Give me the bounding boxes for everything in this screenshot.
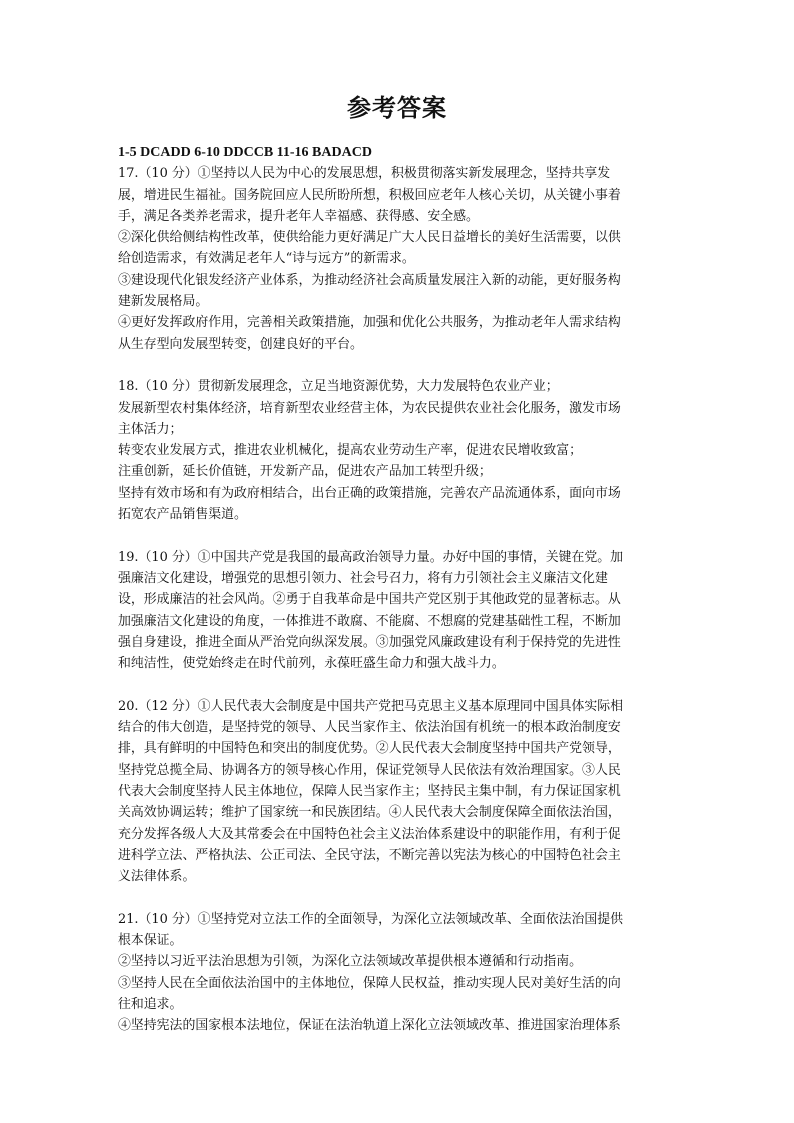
answer-17-line: 手，满足各类养老需求，提升老年人幸福感、获得感、安全感。	[118, 208, 479, 224]
answer-21	[118, 909, 678, 1037]
answer-17-line: ④更好发挥政府作用，完善相关政策措施，加强和优化公共服务，为推动老年人需求结构	[118, 315, 621, 331]
page-title: 参考答案	[347, 93, 447, 122]
answer-17-line: 17.（10 分）①坚持以人民为中心的发展思想，积极贯彻落实新发展理念，坚持共享发	[118, 166, 611, 182]
answer-18-line: 18.（10 分）贯彻新发展理念，立足当地资源优势，大力发展特色农业产业；	[118, 379, 559, 395]
answer-17-line: 建新发展格局。	[118, 294, 209, 310]
answer-21-line: 根本保证。	[118, 932, 183, 948]
answer-18	[118, 376, 678, 525]
answer-17-line: 从生存型向发展型转变，创建良好的平台。	[118, 336, 363, 352]
answer-20-line: 排，具有鲜明的中国特色和突出的制度优势。②人民代表大会制度坚持中国共产党领导，	[118, 741, 621, 757]
answer-19-line: 19.（10 分）①中国共产党是我国的最高政治领导力量。办好中国的事情，关键在党。加	[118, 549, 624, 565]
paragraph-gap	[118, 355, 678, 376]
answer-18-line: 转变农业发展方式，推进农业机械化，提高农业劳动生产率，促进农民增收致富；	[118, 443, 583, 459]
answer-20-line: 结合的伟大创造，是坚持党的领导、人民当家作主、依法治国有机统一的根本政治制度安	[118, 720, 621, 736]
answer-20-line: 坚持党总揽全局、协调各方的领导核心作用，保证党领导人民依法有效治理国家。③人民	[118, 762, 621, 778]
answer-18-line: 拓宽农产品销售渠道。	[118, 507, 247, 523]
answer-17-line: ③建设现代化银发经济产业体系，为推动经济社会高质量发展注入新的动能，更好服务构	[118, 272, 621, 288]
answer-21-line: ②坚持以习近平法治思想为引领，为深化立法领域改革提供根本遵循和行动指南。	[118, 954, 583, 970]
paragraph-gap	[118, 887, 678, 908]
answer-20	[118, 696, 678, 888]
answer-20-line: 进科学立法、严格执法、公正司法、全民守法，不断完善以宪法为核心的中国特色社会主	[118, 847, 621, 863]
answer-20-line: 代表大会制度坚持人民主体地位，保障人民当家作主；坚持民主集中制，有力保证国家机	[118, 783, 621, 799]
answer-18-line: 坚持有效市场和有为政府相结合，出台正确的政策措施，完善农产品流通体系，面向市场	[118, 485, 621, 501]
answer-17-line: 展，增进民生福祉。国务院回应人民所盼所想，积极回应老年人核心关切，从关键小事着	[118, 187, 621, 203]
answer-19-line: 和纯洁性，使党始终走在时代前列，永葆旺盛生命力和强大战斗力。	[118, 656, 505, 672]
answer-17-line: 给创造需求，有效满足老年人“诗与远方”的新需求。	[118, 251, 415, 267]
answer-19-line: 强廉洁文化建设，增强党的思想引领力、社会号召力，将有力引领社会主义廉洁文化建	[118, 570, 608, 586]
paragraph-gap	[118, 525, 678, 546]
answer-21-line: ④坚持宪法的国家根本法地位，保证在法治轨道上深化立法领域改革、推进国家治理体系	[118, 1018, 621, 1034]
answer-19-line: 加强廉洁文化建设的角度，一体推进不敢腐、不能腐、不想腐的党建基础性工程，不断加	[118, 613, 621, 629]
answer-19-line: 设，形成廉洁的社会风尚。②勇于自我革命是中国共产党区别于其他政党的显著标志。从	[118, 592, 621, 608]
choice-answers: 1-5 DCADD 6-10 DDCCB 11-16 BADACD	[118, 145, 372, 160]
answer-17	[118, 163, 678, 355]
answer-21-line: 21.（10 分）①坚持党对立法工作的全面领导，为深化立法领域改革、全面依法治国提供	[118, 911, 624, 927]
answer-20-line: 充分发挥各级人大及其常委会在中国特色社会主义法治体系建设中的职能作用，有利于促	[118, 826, 621, 842]
paragraph-gap	[118, 674, 678, 695]
answer-19-line: 强自身建设，推进全面从严治党向纵深发展。③加强党风廉政建设有利于保持党的先进性	[118, 634, 621, 650]
answer-18-line: 主体活力；	[118, 421, 183, 437]
answer-18-line: 发展新型农村集体经济，培育新型农业经营主体，为农民提供农业社会化服务，激发市场	[118, 400, 621, 416]
answer-20-line: 关高效协调运转；维护了国家统一和民族团结。④人民代表大会制度保障全面依法治国，	[118, 805, 621, 821]
answer-19	[118, 547, 678, 675]
answer-21-line: ③坚持人民在全面依法治国中的主体地位，保障人民权益，推动实现人民对美好生活的向	[118, 975, 621, 991]
answer-20-line: 义法律体系。	[118, 869, 196, 885]
answer-18-line: 注重创新，延长价值链，开发新产品，促进农产品加工转型升级；	[118, 464, 492, 480]
answer-17-line: ②深化供给侧结构性改革，使供给能力更好满足广大人民日益增长的美好生活需要，以供	[118, 230, 621, 246]
answer-content	[118, 142, 678, 1036]
answer-20-line: 20.（12 分）①人民代表大会制度是中国共产党把马克思主义基本原理同中国具体实际相	[118, 698, 624, 714]
answer-21-line: 往和追求。	[118, 996, 183, 1012]
